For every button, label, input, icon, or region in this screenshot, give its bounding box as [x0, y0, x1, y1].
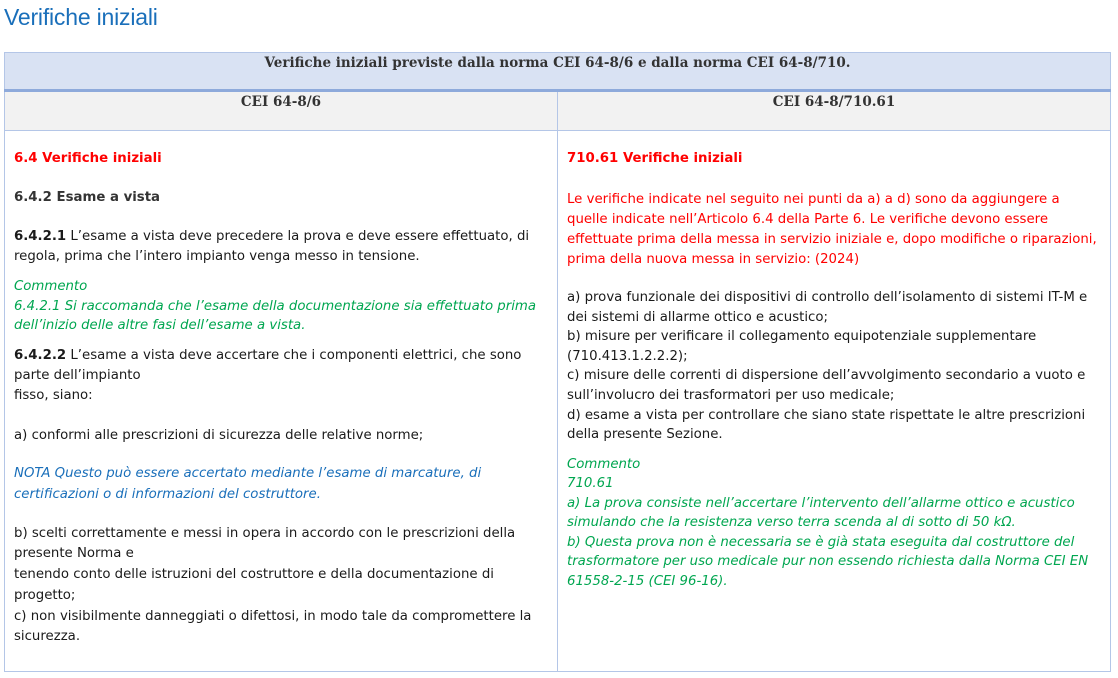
- text-line: Le verifiche indicate nel seguito nei punti da a) a d) sono da aggiungere a: [567, 192, 1060, 207]
- column-header-cei-64-8-710: [558, 91, 1111, 131]
- text-line: 6.4.2.1 Si raccomanda che l’esame della documentazione sia effettuato prima: [14, 298, 537, 314]
- section-title-710-61: 710.61 Verifiche iniziali: [567, 151, 743, 166]
- text-line: b) Questa prova non è necessaria se è già stata eseguita dal costruttore del: [567, 534, 1075, 550]
- comment-label: Commento: [14, 279, 88, 294]
- text-line: b) scelti correttamente e messi in opera in accordo con le prescrizioni della: [14, 525, 516, 541]
- text-line: a) La prova consiste nell’accertare l’intervento dell’allarme ottico e acustico: [567, 495, 1075, 511]
- subsection-title-6-4-2: 6.4.2 Esame a vista: [14, 190, 161, 205]
- table-header-text: Verifiche iniziali previste dalla norma CEI 64-8/6 e dalla norma CEI 64-8/710.: [264, 55, 851, 71]
- text-line: parte dell’impianto: [14, 367, 141, 383]
- nota: [14, 463, 548, 505]
- text-line: c) misure delle correnti di dispersione dell’avvolgimento secondario a vuoto e: [567, 368, 1086, 384]
- paragraph-6-4-2-2: [14, 346, 548, 406]
- text-line: certificazioni o di informazioni del costruttore.: [14, 486, 321, 502]
- right-cell: [558, 131, 1111, 672]
- text-line: NOTA Questo può essere accertato mediante l’esame di marcature, di: [14, 465, 482, 481]
- page-title: Verifiche iniziali: [4, 4, 158, 30]
- text-line: della presente Sezione.: [567, 427, 723, 443]
- text-line: 710.61: [567, 476, 614, 492]
- items-a-d: [567, 288, 1101, 445]
- table-header: [5, 53, 1111, 91]
- items-b-c: [14, 524, 548, 649]
- text-line: quelle indicate nell’Articolo 6.4 della Parte 6. Le verifiche devono essere: [567, 212, 1049, 227]
- text-line: sicurezza.: [14, 629, 81, 645]
- text-line: prima della nuova messa in servizio: (2024): [567, 252, 860, 267]
- text-line: sull’involucro dei trasformatori per uso medicale;: [567, 387, 895, 403]
- text-line: tenendo conto delle istruzioni del costruttore e della documentazione di: [14, 567, 494, 583]
- left-cell: [5, 131, 558, 672]
- text-line: simulando che la resistenza verso terra scenda al di sotto di 50 kΩ.: [567, 515, 1016, 531]
- text-line: a) prova funzionale dei dispositivi di controllo dell’isolamento di sistemi IT-M e: [567, 290, 1088, 305]
- text-line: L’esame a vista deve precedere la prova e deve essere effettuato, di: [66, 229, 530, 244]
- text-line: fisso, siano:: [14, 387, 93, 403]
- text-line: L’esame a vista deve accertare che i componenti elettrici, che sono: [66, 347, 522, 363]
- text-line: presente Norma e: [14, 546, 134, 562]
- text-line: dell’inizio delle altre fasi dell’esame a vista.: [14, 318, 306, 333]
- intro-paragraph: [567, 190, 1101, 270]
- text-line: progetto;: [14, 587, 76, 603]
- text-line: d) esame a vista per controllare che siano state rispettate le altre prescrizioni: [567, 407, 1086, 423]
- column-header-text: CEI 64-8/6: [240, 94, 322, 110]
- comment-6-4-2-1: [14, 277, 548, 336]
- text-line: (710.413.1.2.2.2);: [567, 348, 688, 364]
- text-line: c) non visibilmente danneggiati o difettosi, in modo tale da compromettere la: [14, 608, 532, 624]
- text-line: b) misure per verificare il collegamento equipotenziale supplementare: [567, 329, 1037, 345]
- text-line: effettuate prima della messa in servizio iniziale e, dopo modifiche o riparazioni,: [567, 232, 1097, 247]
- section-title-6-4: 6.4 Verifiche iniziali: [14, 151, 162, 166]
- column-header-cei-64-8-6: [5, 91, 558, 131]
- item-a: a) conformi alle prescrizioni di sicurezza delle relative norme;: [14, 427, 424, 443]
- comment-label: Commento: [567, 456, 641, 472]
- comparison-table: [4, 52, 1111, 672]
- text-line: 61558-2-15 (CEI 96-16).: [567, 573, 728, 589]
- clause-number: 6.4.2.2: [14, 347, 67, 363]
- clause-number: 6.4.2.1: [14, 229, 67, 244]
- text-line: dei sistemi di allarme ottico e acustico;: [567, 309, 828, 325]
- text-line: regola, prima che l’intero impianto venga messo in tensione.: [14, 249, 420, 264]
- text-line: trasformatore per uso medicale pur non essendo richiesta dalla Norma CEI EN: [567, 554, 1089, 570]
- paragraph-6-4-2-1: [14, 227, 548, 267]
- comment-710-61: [567, 455, 1101, 592]
- column-header-text: CEI 64-8/710.61: [772, 94, 896, 110]
